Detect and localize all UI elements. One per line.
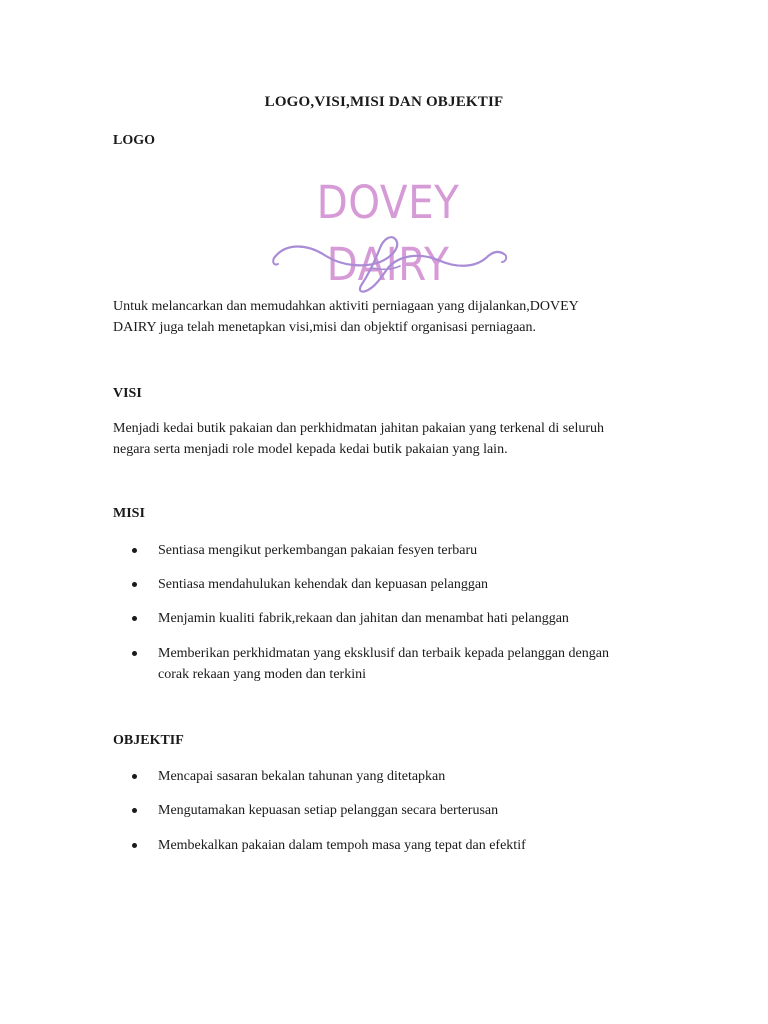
list-item	[113, 800, 693, 821]
list-item	[113, 608, 693, 629]
misi-item-text: Menjamin kualiti fabrik,rekaan dan jahitan dan menambat hati pelanggan	[158, 611, 569, 626]
logo-intro-line-2: DAIRY juga telah menetapkan visi,misi dan objektif organisasi perniagaan.	[113, 320, 537, 335]
dovey-dairy-logo	[258, 172, 518, 297]
list-item	[113, 835, 693, 856]
objektif-heading: OBJEKTIF	[113, 733, 184, 748]
objektif-item-text: Mencapai sasaran bekalan tahunan yang ditetapkan	[158, 769, 446, 784]
bullet-icon	[132, 808, 137, 813]
misi-heading: MISI	[113, 506, 145, 521]
swirl-ribbon-icon	[268, 232, 508, 302]
objektif-item-text: Membekalkan pakaian dalam tempoh masa yang tepat dan efektif	[158, 838, 526, 853]
visi-line-1: Menjadi kedai butik pakaian dan perkhidmatan jahitan pakaian yang terkenal di seluruh	[113, 421, 604, 436]
bullet-icon	[132, 616, 137, 621]
visi-paragraph	[113, 418, 673, 460]
page-title: LOGO,VISI,MISI DAN OBJEKTIF	[264, 94, 504, 110]
logo-intro-paragraph	[113, 296, 673, 338]
visi-line-2: negara serta menjadi role model kepada kedai butik pakaian yang lain.	[113, 442, 508, 457]
logo-heading: LOGO	[113, 133, 156, 148]
bullet-icon	[132, 651, 137, 656]
misi-item-text-line-1: Memberikan perkhidmatan yang eksklusif dan terbaik kepada pelanggan dengan	[158, 646, 609, 661]
list-item	[113, 540, 693, 561]
visi-heading: VISI	[113, 386, 142, 401]
list-item	[113, 643, 693, 685]
logo-wordmark: DOVEY DAIRY	[316, 176, 460, 291]
list-item	[113, 574, 693, 595]
objektif-list	[113, 766, 693, 856]
misi-list	[113, 540, 693, 685]
bullet-icon	[132, 843, 137, 848]
bullet-icon	[132, 774, 137, 779]
objektif-item-text: Mengutamakan kepuasan setiap pelanggan secara berterusan	[158, 803, 499, 818]
logo-intro-line-1: Untuk melancarkan dan memudahkan aktiviti perniagaan yang dijalankan,DOVEY	[113, 299, 579, 314]
bullet-icon	[132, 582, 137, 587]
misi-item-text: Sentiasa mengikut perkembangan pakaian fesyen terbaru	[158, 543, 478, 558]
misi-item-text-line-2: corak rekaan yang moden dan terkini	[158, 667, 366, 682]
misi-item-text: Sentiasa mendahulukan kehendak dan kepuasan pelanggan	[158, 577, 489, 592]
list-item	[113, 766, 693, 787]
bullet-icon	[132, 548, 137, 553]
